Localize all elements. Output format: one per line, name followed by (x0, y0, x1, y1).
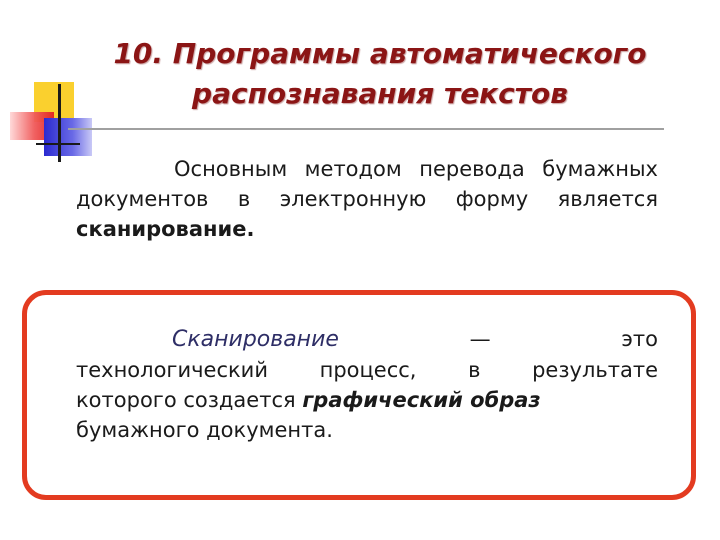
title-line-1: 10. Программы автоматического (113, 37, 647, 70)
horizontal-line (36, 143, 80, 145)
intro-emphasis: сканирование. (76, 217, 255, 241)
definition-paragraph (76, 324, 658, 445)
vertical-line (58, 84, 61, 162)
intro-text: Основным методом перевода бумажных документов в электронную форму является (76, 157, 658, 211)
intro-paragraph (76, 154, 658, 244)
title-divider (68, 128, 664, 130)
definition-line-1 (76, 324, 658, 355)
definition-line-2: технологический процесс, в результате (76, 358, 658, 382)
definition-line-3 (76, 385, 658, 415)
definition-dash: — (469, 327, 491, 351)
title-line-2: распознавания текстов (192, 77, 568, 110)
blue-square (44, 118, 92, 156)
definition-line-3-text: которого создается (76, 388, 303, 412)
definition-term: Сканирование (172, 327, 339, 352)
definition-this: это (621, 327, 658, 351)
definition-line-4: бумажного документа. (76, 418, 333, 442)
definition-emphasis: графический образ (302, 388, 541, 412)
slide-title (70, 34, 690, 114)
